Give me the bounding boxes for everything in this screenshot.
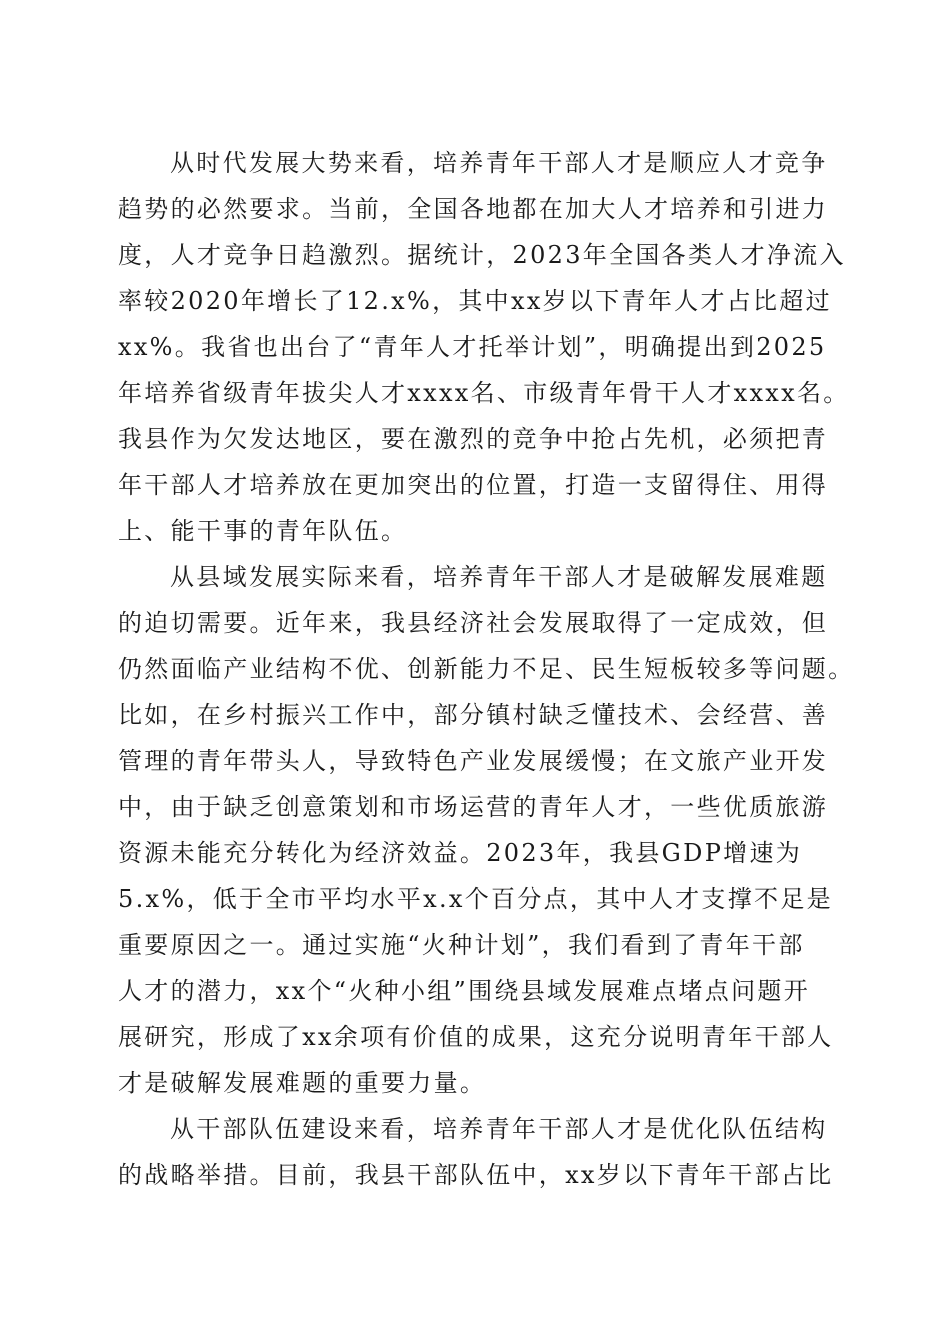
text-line: 中，由于缺乏创意策划和市场运营的青年人才，一些优质旅游 [118, 793, 829, 821]
paragraph-2 [118, 554, 855, 1106]
text-line: xx%。我省也出台了“青年人才托举计划”，明确提出到2025 [118, 333, 827, 361]
text-line: 才是破解发展难题的重要力量。 [118, 1069, 487, 1097]
body-text [118, 140, 855, 1198]
text-line: 上、能干事的青年队伍。 [118, 517, 408, 545]
text-line: 的战略举措。目前，我县干部队伍中，xx岁以下青年干部占比 [118, 1161, 834, 1189]
text-line: 从县域发展实际来看，培养青年干部人才是破解发展难题 [170, 563, 828, 591]
text-line: 人才的潜力，xx个“火种小组”围绕县域发展难点堵点问题开 [118, 977, 811, 1005]
text-line: 仍然面临产业结构不优、创新能力不足、民生短板较多等问题。 [118, 655, 855, 683]
text-line: 趋势的必然要求。当前，全国各地都在加大人才培养和引进力 [118, 195, 829, 223]
text-line: 年干部人才培养放在更加突出的位置，打造一支留得住、用得 [118, 471, 829, 499]
text-line: 展研究，形成了xx余项有价值的成果，这充分说明青年干部人 [118, 1023, 834, 1051]
text-line: 的迫切需要。近年来，我县经济社会发展取得了一定成效，但 [118, 609, 829, 637]
paragraph-3 [118, 1106, 838, 1198]
text-line: 率较2020年增长了12.x%，其中xx岁以下青年人才占比超过 [118, 287, 832, 315]
text-line: 管理的青年带头人，导致特色产业发展缓慢；在文旅产业开发 [118, 747, 829, 775]
text-line: 比如，在乡村振兴工作中，部分镇村缺乏懂技术、会经营、善 [118, 701, 829, 729]
text-line: 度，人才竞争日趋激烈。据统计，2023年全国各类人才净流入 [118, 241, 846, 269]
text-line: 年培养省级青年拔尖人才xxxx名、市级青年骨干人才xxxx名。 [118, 379, 850, 407]
text-line: 资源未能充分转化为经济效益。2023年，我县GDP增速为 [118, 839, 803, 867]
text-line: 5.x%，低于全市平均水平x.x个百分点，其中人才支撑不足是 [118, 885, 833, 913]
text-line: 我县作为欠发达地区，要在激烈的竞争中抢占先机，必须把青 [118, 425, 829, 453]
paragraph-1 [118, 140, 850, 554]
text-line: 从时代发展大势来看，培养青年干部人才是顺应人才竞争 [170, 149, 828, 177]
text-line: 从干部队伍建设来看，培养青年干部人才是优化队伍结构 [170, 1115, 828, 1143]
text-line: 重要原因之一。通过实施“火种计划”，我们看到了青年干部 [118, 931, 805, 959]
